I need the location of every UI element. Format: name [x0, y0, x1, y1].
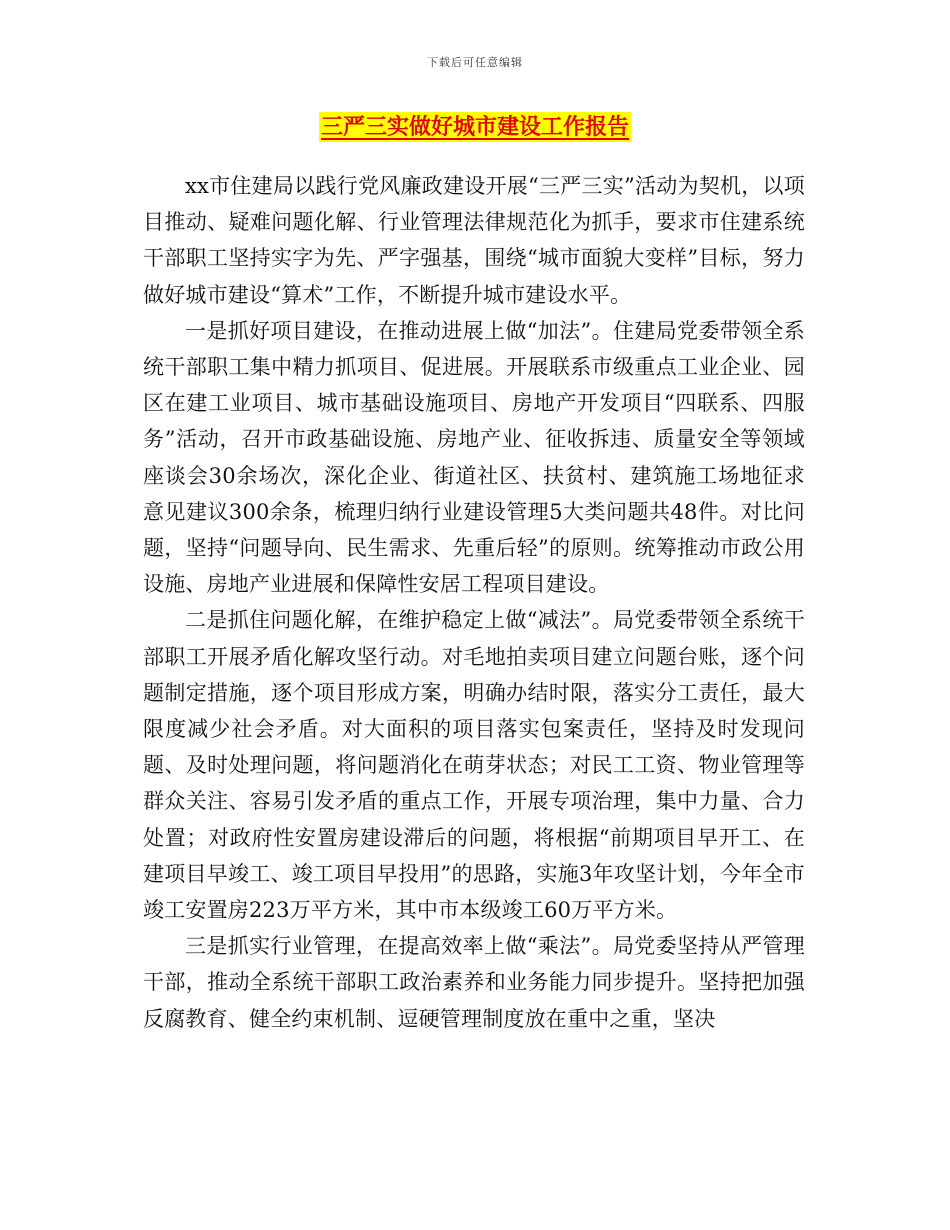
title-container	[0, 112, 950, 142]
document-title: 三严三实做好城市建设工作报告	[320, 114, 629, 140]
page-header-note: 下载后可任意编辑	[427, 56, 523, 69]
paragraph-problem-resolution: 二是抓住问题化解，在维护稳定上做“减法”。局党委带领全系统干部职工开展矛盾化解攻坚行动。对毛地拍卖项目建立问题台账，逐个问题制定措施，逐个项目形成方案，明确办结时限，落实分工责任，最大限度减少社会矛盾。对大面积的项目落实包案责任，坚持及时发现问题、及时处理问题，将问题消化在萌芽状态；对民工工资、物业管理等群众关注、容易引发矛盾的重点工作，开展专项治理，集中力量、合力处置；对政府性安置房建设滞后的问题，将根据“前期项目早开工、在建项目早竣工、竣工项目早投用”的思路，实施3年攻坚计划，今年全市竣工安置房223万平方米，其中市本级竣工60万平方米。	[143, 608, 805, 923]
paragraph-intro: xx市住建局以践行党风廉政建设开展“三严三实”活动为契机，以项目推动、疑难问题化解、行业管理法律规范化为抓手，要求市住建系统干部职工坚持实字为先、严字强基，围绕“城市面貌大变样”目标，努力做好城市建设“算术”工作，不断提升城市建设水平。	[143, 174, 805, 307]
paragraph-project-construction: 一是抓好项目建设，在推动进展上做“加法”。住建局党委带领全系统干部职工集中精力抓项目、促进展。开展联系市级重点工业企业、园区在建工业项目、城市基础设施项目、房地产开发项目“四联系、四服务”活动，召开市政基础设施、房地产业、征收拆违、质量安全等领域座谈会30余场次，深化企业、街道社区、扶贫村、建筑施工场地征求意见建议300余条，梳理归纳行业建设管理5大类问题共48件。对比问题，坚持“问题导向、民生需求、先重后轻”的原则。统筹推动市政公用设施、房地产业进展和保障性安居工程项目建设。	[143, 318, 805, 597]
paragraph-industry-management: 三是抓实行业管理，在提高效率上做“乘法”。局党委坚持从严管理干部，推动全系统干部职工政治素养和业务能力同步提升。坚持把加强反腐教育、健全约束机制、逗硬管理制度放在重中之重，坚决	[143, 934, 805, 1031]
document-body	[143, 168, 805, 1037]
